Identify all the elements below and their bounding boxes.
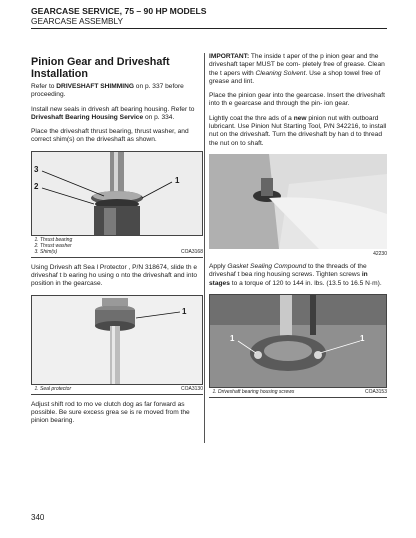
legend-item: 1. Driveshaft bearing housing screws <box>218 389 294 395</box>
callout-3: 3 <box>34 164 39 174</box>
figure-code: COA3168 <box>181 248 203 255</box>
right-column <box>209 53 387 404</box>
paragraph-adjust-shift-rod: Adjust shift rod to mo ve clutch dog as far forward as possible. Be sure excess grea se is re moved from the pinion bearing. <box>31 400 190 425</box>
figure-seal-protector-photo <box>31 295 203 385</box>
paragraph-apply-sealing-compound: Apply Gasket Sealing Compound to the threads of the driveshaf t bea ring housing screws. Tighten screws in stages to a torque of 120 to 144 in. lbs. (13.5 to 16.5 N·m). <box>209 262 382 287</box>
callout-1: 1 <box>360 333 365 343</box>
section-heading: Pinion Gear and Driveshaft Installation <box>31 56 170 80</box>
paragraph-place-thrust-bearing: Place the driveshaft thrust bearing, thrust washer, and correct shim(s) on the driveshaft as shown. <box>31 128 189 144</box>
important-note: IMPORTANT: The inside t aper of the p inion gear and the driveshaft taper MUST be com- pletely free of grease. Clean the t apers with Cleaning Solvent. Use a shop towel free of grease and lint. <box>209 53 385 85</box>
legend-item: 2. Thrust washer <box>40 243 72 249</box>
callout-1: 1 <box>175 175 180 185</box>
header-title: GEARCASE SERVICE, 75 – 90 HP MODELS <box>31 6 207 16</box>
callout-1: 1 <box>230 333 235 343</box>
legend-item: 1. Thrust bearing <box>40 237 72 243</box>
callout-1: 1 <box>182 306 187 316</box>
header-rule <box>31 28 387 29</box>
figure-caption <box>31 236 203 258</box>
paragraph-pinion-nut: Lightly coat the thre ads of a new pinion nut with outboard lubricant. Use Pinion Nut Starting Tool, P/N 342216, to install nut on the driveshaft. Turn the driveshaft by han d to thread the nut on to shaft. <box>209 114 387 147</box>
figure-bearing-housing-screws-photo <box>209 294 387 388</box>
seal-protector-illustration <box>32 296 203 384</box>
pinion-nut-illustration <box>209 154 387 249</box>
figure-code: COA3130 <box>181 385 203 392</box>
figure-code: COA3153 <box>365 388 387 395</box>
column-divider <box>204 53 205 443</box>
figure-caption <box>209 388 387 398</box>
legend-item: 1. Seal protector <box>40 386 71 392</box>
figure-code: 42230 <box>373 250 387 257</box>
callout-2: 2 <box>34 181 39 191</box>
paragraph-seal-protector: Using Drivesh aft Sea l Protector , P/N 318674, slide th e driveshaf t b earing ho using o nto the driveshaft and into position in the gearcase. <box>31 263 198 288</box>
figure-caption <box>31 385 203 395</box>
paragraph-install-seals: Install new seals in drivesh aft bearing housing. Refer to Driveshaft Bearing Housing Service on p. 334. <box>31 105 195 121</box>
page-header <box>31 6 387 29</box>
paragraph-refer-shimming: Refer to DRIVESHAFT SHIMMING on p. 337 before proceeding. <box>31 83 184 99</box>
driveshaft-thrust-bearing-illustration <box>32 152 203 235</box>
figure-pinion-nut-photo <box>209 154 387 249</box>
paragraph-place-pinion-gear: Place the pinion gear into the gearcase. Insert the driveshaft into th e gearcase and through the pin- ion gear. <box>209 92 385 108</box>
page-number: 340 <box>31 513 45 522</box>
header-subtitle: GEARCASE ASSEMBLY <box>31 16 124 26</box>
left-column <box>31 53 203 432</box>
figure-thrust-bearing-photo <box>31 151 203 236</box>
legend-item: 3. Shim(s) <box>40 249 72 255</box>
